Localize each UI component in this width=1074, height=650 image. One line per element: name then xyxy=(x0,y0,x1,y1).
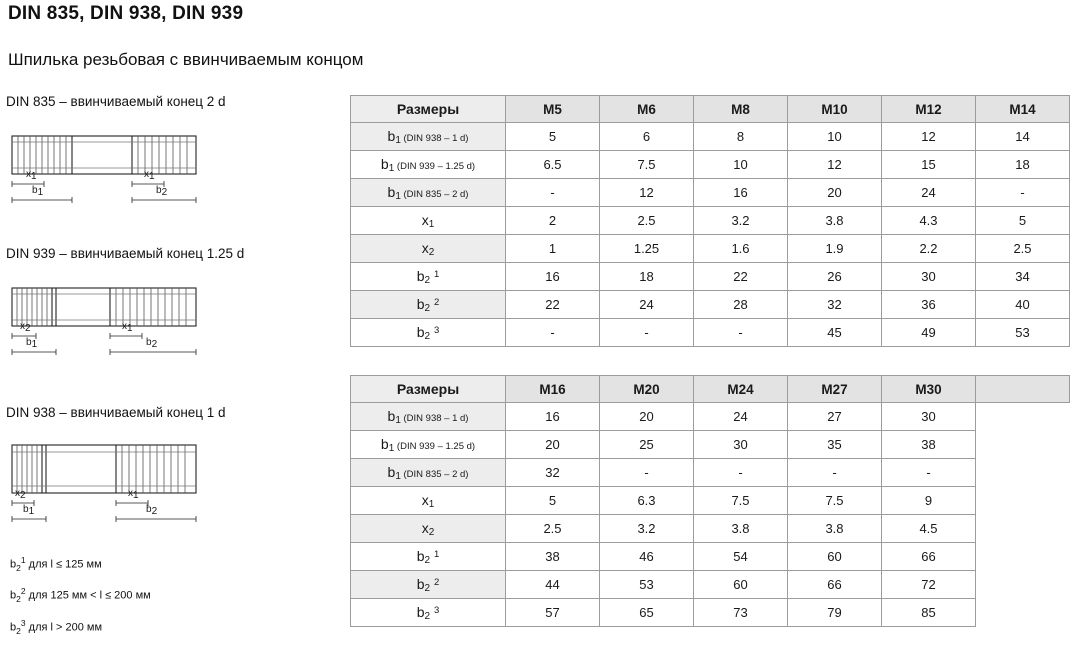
drawing-block-din938 xyxy=(6,405,226,543)
table-row xyxy=(351,431,1070,459)
row-label: $b_2$ $^1$ xyxy=(351,263,506,291)
cell: 73 xyxy=(694,599,788,627)
cell: 49 xyxy=(882,319,976,347)
col-header-empty xyxy=(976,376,1070,403)
cell: 6.5 xyxy=(506,151,600,179)
row-label: $b_1$ (DIN 835 – 2 d) xyxy=(351,179,506,207)
cell: 18 xyxy=(976,151,1070,179)
col-header-m6: M6 xyxy=(600,96,694,123)
col-header-m16: M16 xyxy=(506,376,600,403)
cell: - xyxy=(600,319,694,347)
dim-label-x1-right: x1 xyxy=(122,321,133,334)
cell: 66 xyxy=(882,543,976,571)
cell: 6.3 xyxy=(600,487,694,515)
row-label: $b_1$ (DIN 938 – 1 d) xyxy=(351,403,506,431)
col-header-m5: M5 xyxy=(506,96,600,123)
cell: 36 xyxy=(882,291,976,319)
cell: - xyxy=(600,459,694,487)
table-row xyxy=(351,571,1070,599)
cell-empty xyxy=(976,515,1070,543)
cell: 20 xyxy=(506,431,600,459)
cell: 28 xyxy=(694,291,788,319)
cell-empty xyxy=(976,543,1070,571)
row-label: $x_1$ xyxy=(351,207,506,235)
col-header-m14: M14 xyxy=(976,96,1070,123)
table-row xyxy=(351,403,1070,431)
footnote-2: $b_2^2$ для 125 мм < l ≤ 200 мм xyxy=(10,586,151,605)
cell: 25 xyxy=(600,431,694,459)
dim-label-b2: b2 xyxy=(146,504,158,517)
cell: 46 xyxy=(600,543,694,571)
drawing-caption-din938: DIN 938 – ввинчиваемый конец 1 d xyxy=(6,405,226,420)
cell: - xyxy=(694,459,788,487)
cell: - xyxy=(506,179,600,207)
drawing-figure-din835 xyxy=(6,122,226,227)
cell: 1.25 xyxy=(600,235,694,263)
cell: 2 xyxy=(506,207,600,235)
footnote-3: $b_2^3$ для l > 200 мм xyxy=(10,617,103,636)
cell: 15 xyxy=(882,151,976,179)
cell: 2.5 xyxy=(976,235,1070,263)
cell: 3.2 xyxy=(600,515,694,543)
table-row xyxy=(351,487,1070,515)
col-header-m30: M30 xyxy=(882,376,976,403)
cell: 2.5 xyxy=(600,207,694,235)
table-row xyxy=(351,235,1070,263)
drawing-figure-din938 xyxy=(6,433,226,543)
table-header-row xyxy=(351,376,1070,403)
row-label: $b_2$ $^3$ xyxy=(351,319,506,347)
cell: 3.8 xyxy=(788,515,882,543)
cell-empty xyxy=(976,571,1070,599)
cell: 38 xyxy=(882,431,976,459)
table-row xyxy=(351,179,1070,207)
cell: 26 xyxy=(788,263,882,291)
cell: 35 xyxy=(788,431,882,459)
dimensions-table-2 xyxy=(350,375,1070,627)
table-row xyxy=(351,291,1070,319)
table-row xyxy=(351,543,1070,571)
row-label: $b_1$ (DIN 835 – 2 d) xyxy=(351,459,506,487)
footnote-1: $b_2^1$ для l ≤ 125 мм xyxy=(10,555,102,573)
cell: 60 xyxy=(788,543,882,571)
cell: 57 xyxy=(506,599,600,627)
row-label: $b_1$ (DIN 939 – 1.25 d) xyxy=(351,431,506,459)
cell-empty xyxy=(976,403,1070,431)
dim-label-x1-right: x1 xyxy=(144,169,155,182)
table-row xyxy=(351,599,1070,627)
cell: 30 xyxy=(694,431,788,459)
row-label: $x_2$ xyxy=(351,515,506,543)
drawing-caption-din939: DIN 939 – ввинчиваемый конец 1.25 d xyxy=(6,246,245,261)
row-label: $b_2$ $^2$ xyxy=(351,571,506,599)
dim-label-b2: b2 xyxy=(146,337,158,350)
cell: - xyxy=(882,459,976,487)
cell: 54 xyxy=(694,543,788,571)
cell: 5 xyxy=(976,207,1070,235)
cell: 16 xyxy=(506,263,600,291)
dim-label-x2-left: x2 xyxy=(15,488,26,501)
cell: 3.8 xyxy=(788,207,882,235)
dim-label-x2-left: x2 xyxy=(20,321,31,334)
cell: 44 xyxy=(506,571,600,599)
row-label: $x_1$ xyxy=(351,487,506,515)
dim-label-b1: b1 xyxy=(32,185,44,198)
cell: 9 xyxy=(882,487,976,515)
row-label: $b_2$ $^1$ xyxy=(351,543,506,571)
cell: 65 xyxy=(600,599,694,627)
cell: 34 xyxy=(976,263,1070,291)
cell: 32 xyxy=(506,459,600,487)
cell: 4.3 xyxy=(882,207,976,235)
cell: 3.8 xyxy=(694,515,788,543)
table-row xyxy=(351,459,1070,487)
col-header-m24: M24 xyxy=(694,376,788,403)
cell: 53 xyxy=(600,571,694,599)
cell-empty xyxy=(976,487,1070,515)
table-row xyxy=(351,263,1070,291)
row-label: $x_2$ xyxy=(351,235,506,263)
cell: 16 xyxy=(506,403,600,431)
cell: 2.5 xyxy=(506,515,600,543)
col-header-sizes: Размеры xyxy=(351,376,506,403)
cell: 45 xyxy=(788,319,882,347)
cell: 8 xyxy=(694,123,788,151)
cell: 85 xyxy=(882,599,976,627)
cell: 1.9 xyxy=(788,235,882,263)
cell: 60 xyxy=(694,571,788,599)
cell: 1.6 xyxy=(694,235,788,263)
table-header-row xyxy=(351,96,1070,123)
cell: 53 xyxy=(976,319,1070,347)
table-row xyxy=(351,207,1070,235)
row-label: $b_2$ $^3$ xyxy=(351,599,506,627)
cell-empty xyxy=(976,459,1070,487)
cell: 10 xyxy=(788,123,882,151)
drawing-block-din939 xyxy=(6,246,244,379)
cell: 14 xyxy=(976,123,1070,151)
cell: 30 xyxy=(882,263,976,291)
cell: 24 xyxy=(882,179,976,207)
dim-label-b2: b2 xyxy=(156,185,168,198)
col-header-m27: M27 xyxy=(788,376,882,403)
row-label: $b_2$ $^2$ xyxy=(351,291,506,319)
cell: 7.5 xyxy=(788,487,882,515)
cell: 12 xyxy=(882,123,976,151)
cell: 24 xyxy=(694,403,788,431)
cell: 12 xyxy=(788,151,882,179)
cell: 20 xyxy=(788,179,882,207)
dim-label-b1: b1 xyxy=(26,337,38,350)
cell: 6 xyxy=(600,123,694,151)
dimensions-table-1 xyxy=(350,95,1070,347)
cell: 16 xyxy=(694,179,788,207)
cell: 5 xyxy=(506,487,600,515)
dim-label-x1-right: x1 xyxy=(128,488,139,501)
cell: 18 xyxy=(600,263,694,291)
cell: 4.5 xyxy=(882,515,976,543)
cell: 20 xyxy=(600,403,694,431)
cell: 22 xyxy=(694,263,788,291)
col-header-m12: M12 xyxy=(882,96,976,123)
table-row xyxy=(351,151,1070,179)
row-label: $b_1$ (DIN 938 – 1 d) xyxy=(351,123,506,151)
dim-label-x1-left: x1 xyxy=(26,169,37,182)
drawing-caption-din835: DIN 835 – ввинчиваемый конец 2 d xyxy=(6,94,226,109)
drawing-block-din835 xyxy=(6,94,226,227)
col-header-sizes: Размеры xyxy=(351,96,506,123)
cell: 1 xyxy=(506,235,600,263)
cell: 30 xyxy=(882,403,976,431)
cell: 27 xyxy=(788,403,882,431)
cell: 7.5 xyxy=(600,151,694,179)
row-label: $b_1$ (DIN 939 – 1.25 d) xyxy=(351,151,506,179)
table-row xyxy=(351,123,1070,151)
table-row xyxy=(351,319,1070,347)
col-header-m10: M10 xyxy=(788,96,882,123)
cell: - xyxy=(694,319,788,347)
cell: 24 xyxy=(600,291,694,319)
cell: 40 xyxy=(976,291,1070,319)
page-subtitle: Шпилька резьбовая с ввинчиваемым концом xyxy=(8,50,364,69)
cell: 22 xyxy=(506,291,600,319)
cell: - xyxy=(506,319,600,347)
cell: 38 xyxy=(506,543,600,571)
footnotes xyxy=(10,556,151,650)
page-title: DIN 835, DIN 938, DIN 939 xyxy=(8,3,244,24)
cell: 3.2 xyxy=(694,207,788,235)
cell: 7.5 xyxy=(694,487,788,515)
cell: 10 xyxy=(694,151,788,179)
col-header-m8: M8 xyxy=(694,96,788,123)
cell-empty xyxy=(976,431,1070,459)
col-header-m20: M20 xyxy=(600,376,694,403)
cell: 72 xyxy=(882,571,976,599)
drawing-figure-din939 xyxy=(6,274,244,379)
cell: 2.2 xyxy=(882,235,976,263)
table-row xyxy=(351,515,1070,543)
cell: 66 xyxy=(788,571,882,599)
cell: 5 xyxy=(506,123,600,151)
cell: - xyxy=(976,179,1070,207)
cell: 32 xyxy=(788,291,882,319)
cell: 12 xyxy=(600,179,694,207)
cell: 79 xyxy=(788,599,882,627)
cell: - xyxy=(788,459,882,487)
dim-label-b1: b1 xyxy=(23,504,35,517)
cell-empty xyxy=(976,599,1070,627)
